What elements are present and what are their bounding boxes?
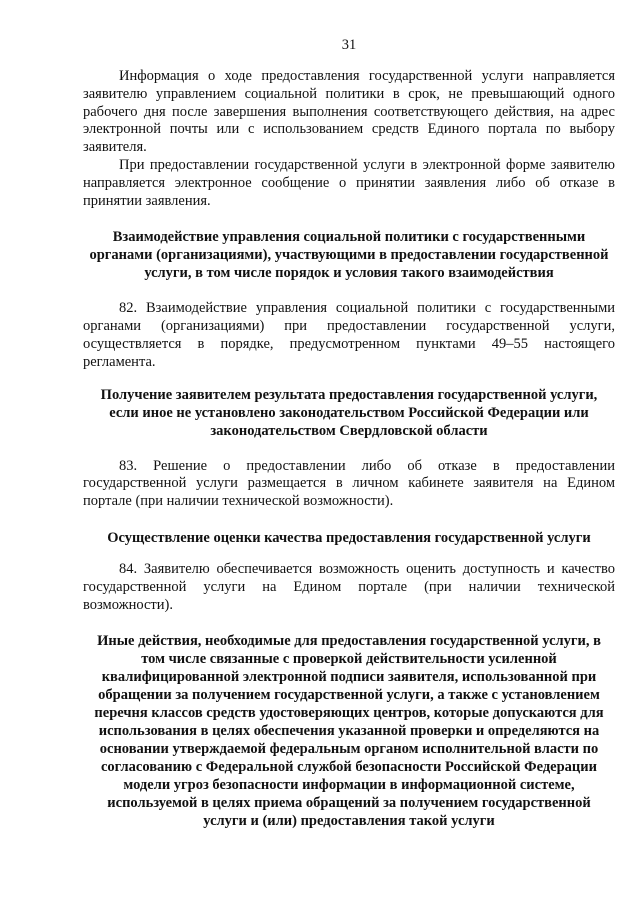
heading-quality-assessment: Осуществление оценки качества предоставления государственной услуги: [107, 529, 591, 546]
paragraph-electronic-form: При предоставлении государственной услуги в электронной форме заявителю направляется электронное сообщение о принятии заявления либо об отказе в принятии заявления.: [83, 156, 615, 209]
paragraph-84: 84. Заявителю обеспечивается возможность оценить доступность и качество государственной услуги на Едином портале (при наличии технической возможности).: [83, 560, 615, 613]
document-page: [83, 36, 615, 830]
paragraph-83: 83. Решение о предоставлении либо об отказе в предоставлении государственной услуги размещается в личном кабинете заявителя на Едином портале (при наличии технической возможности).: [83, 457, 615, 510]
paragraph-info-progress: Информация о ходе предоставления государственной услуги направляется заявителю управлением социальной политики в срок, не превышающий одного рабочего дня после завершения выполнения соответствующего действия, на адрес электронной почты или с использованием средств Единого портала по выбору заявителя.: [83, 68, 615, 156]
heading-result-receipt: Получение заявителем результата предоставления государственной услуги, если иное не установлено законодательством Российской Федерации или законодательством Свердловской области: [100, 386, 598, 439]
heading-other-actions: Иные действия, необходимые для предоставления государственной услуги, в том числе связанные с проверкой действительности усиленной квалифицированной электронной подписи заявителя, использованной при обращении за получением государственной услуги, а также с установлением перечня классов средств удостоверяющих центров, которые допускаются для использования в целях обеспечения указанной проверки и определяются на основании утверждаемой федеральным органом исполнительной власти по согласованию с Федеральной службой безопасности Российской Федерации модели угроз безопасности информации в информационной системе, используемой в целях приема обращений за получением государственной услуги и (или) предоставления такой услуги: [94, 633, 604, 830]
heading-interaction: Взаимодействие управления социальной политики с государственными органами (организациями), участвующими в предоставлении государственной услуги, в том числе порядок и условия такого взаимодействия: [89, 229, 609, 282]
paragraph-82: 82. Взаимодействие управления социальной политики с государственными органами (организациями) при предоставлении государственной услуги, осуществляется в порядке, предусмотренном пунктами 49–55 настоящего регламента.: [83, 300, 615, 370]
page-number: 31: [341, 37, 357, 53]
